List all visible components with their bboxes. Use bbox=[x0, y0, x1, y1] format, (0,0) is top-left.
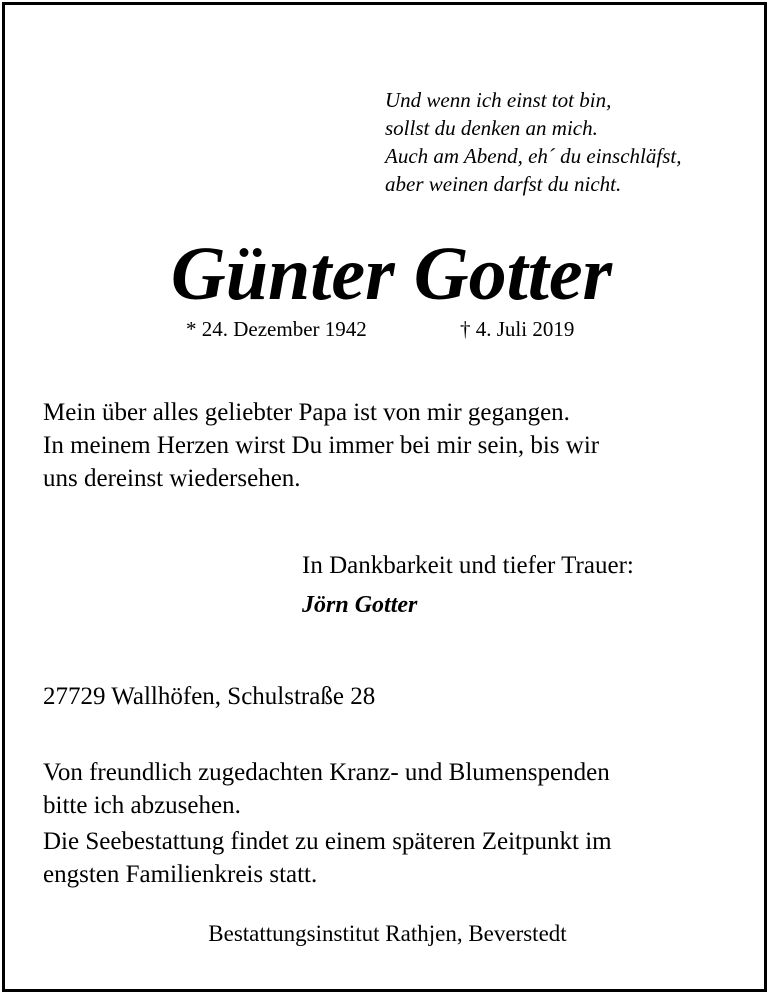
farewell-message bbox=[43, 396, 743, 495]
message-line: uns dereinst wiedersehen. bbox=[43, 465, 301, 492]
flowers-request bbox=[43, 756, 743, 822]
poem-line: aber weinen darfst du nicht. bbox=[385, 172, 622, 196]
deceased-name: Günter Gotter bbox=[170, 232, 613, 316]
death-date: † 4. Juli 2019 bbox=[460, 317, 575, 341]
request-line: bitte ich abzusehen. bbox=[43, 792, 241, 819]
poem-line: Und wenn ich einst tot bin, bbox=[385, 88, 612, 112]
funeral-home: Bestattungsinstitut Rathjen, Beverstedt bbox=[208, 921, 567, 946]
mourner-name: Jörn Gotter bbox=[302, 592, 418, 618]
burial-line: engsten Familienkreis statt. bbox=[43, 861, 318, 888]
request-line: Von freundlich zugedachten Kranz- und Blumenspenden bbox=[43, 759, 610, 786]
burial-line: Die Seebestattung findet zu einem späteren Zeitpunkt im bbox=[43, 828, 612, 855]
mourners-intro: In Dankbarkeit und tiefer Trauer: bbox=[302, 552, 634, 579]
memorial-poem bbox=[385, 86, 755, 198]
message-line: Mein über alles geliebter Papa ist von mir gegangen. bbox=[43, 399, 570, 426]
poem-line: sollst du denken an mich. bbox=[385, 116, 598, 140]
birth-date: * 24. Dezember 1942 bbox=[186, 317, 367, 341]
mourner-address: 27729 Wallhöfen, Schulstraße 28 bbox=[43, 683, 376, 710]
message-line: In meinem Herzen wirst Du immer bei mir sein, bis wir bbox=[43, 432, 600, 459]
burial-notice bbox=[43, 825, 743, 891]
poem-line: Auch am Abend, eh´ du einschläfst, bbox=[385, 144, 682, 168]
